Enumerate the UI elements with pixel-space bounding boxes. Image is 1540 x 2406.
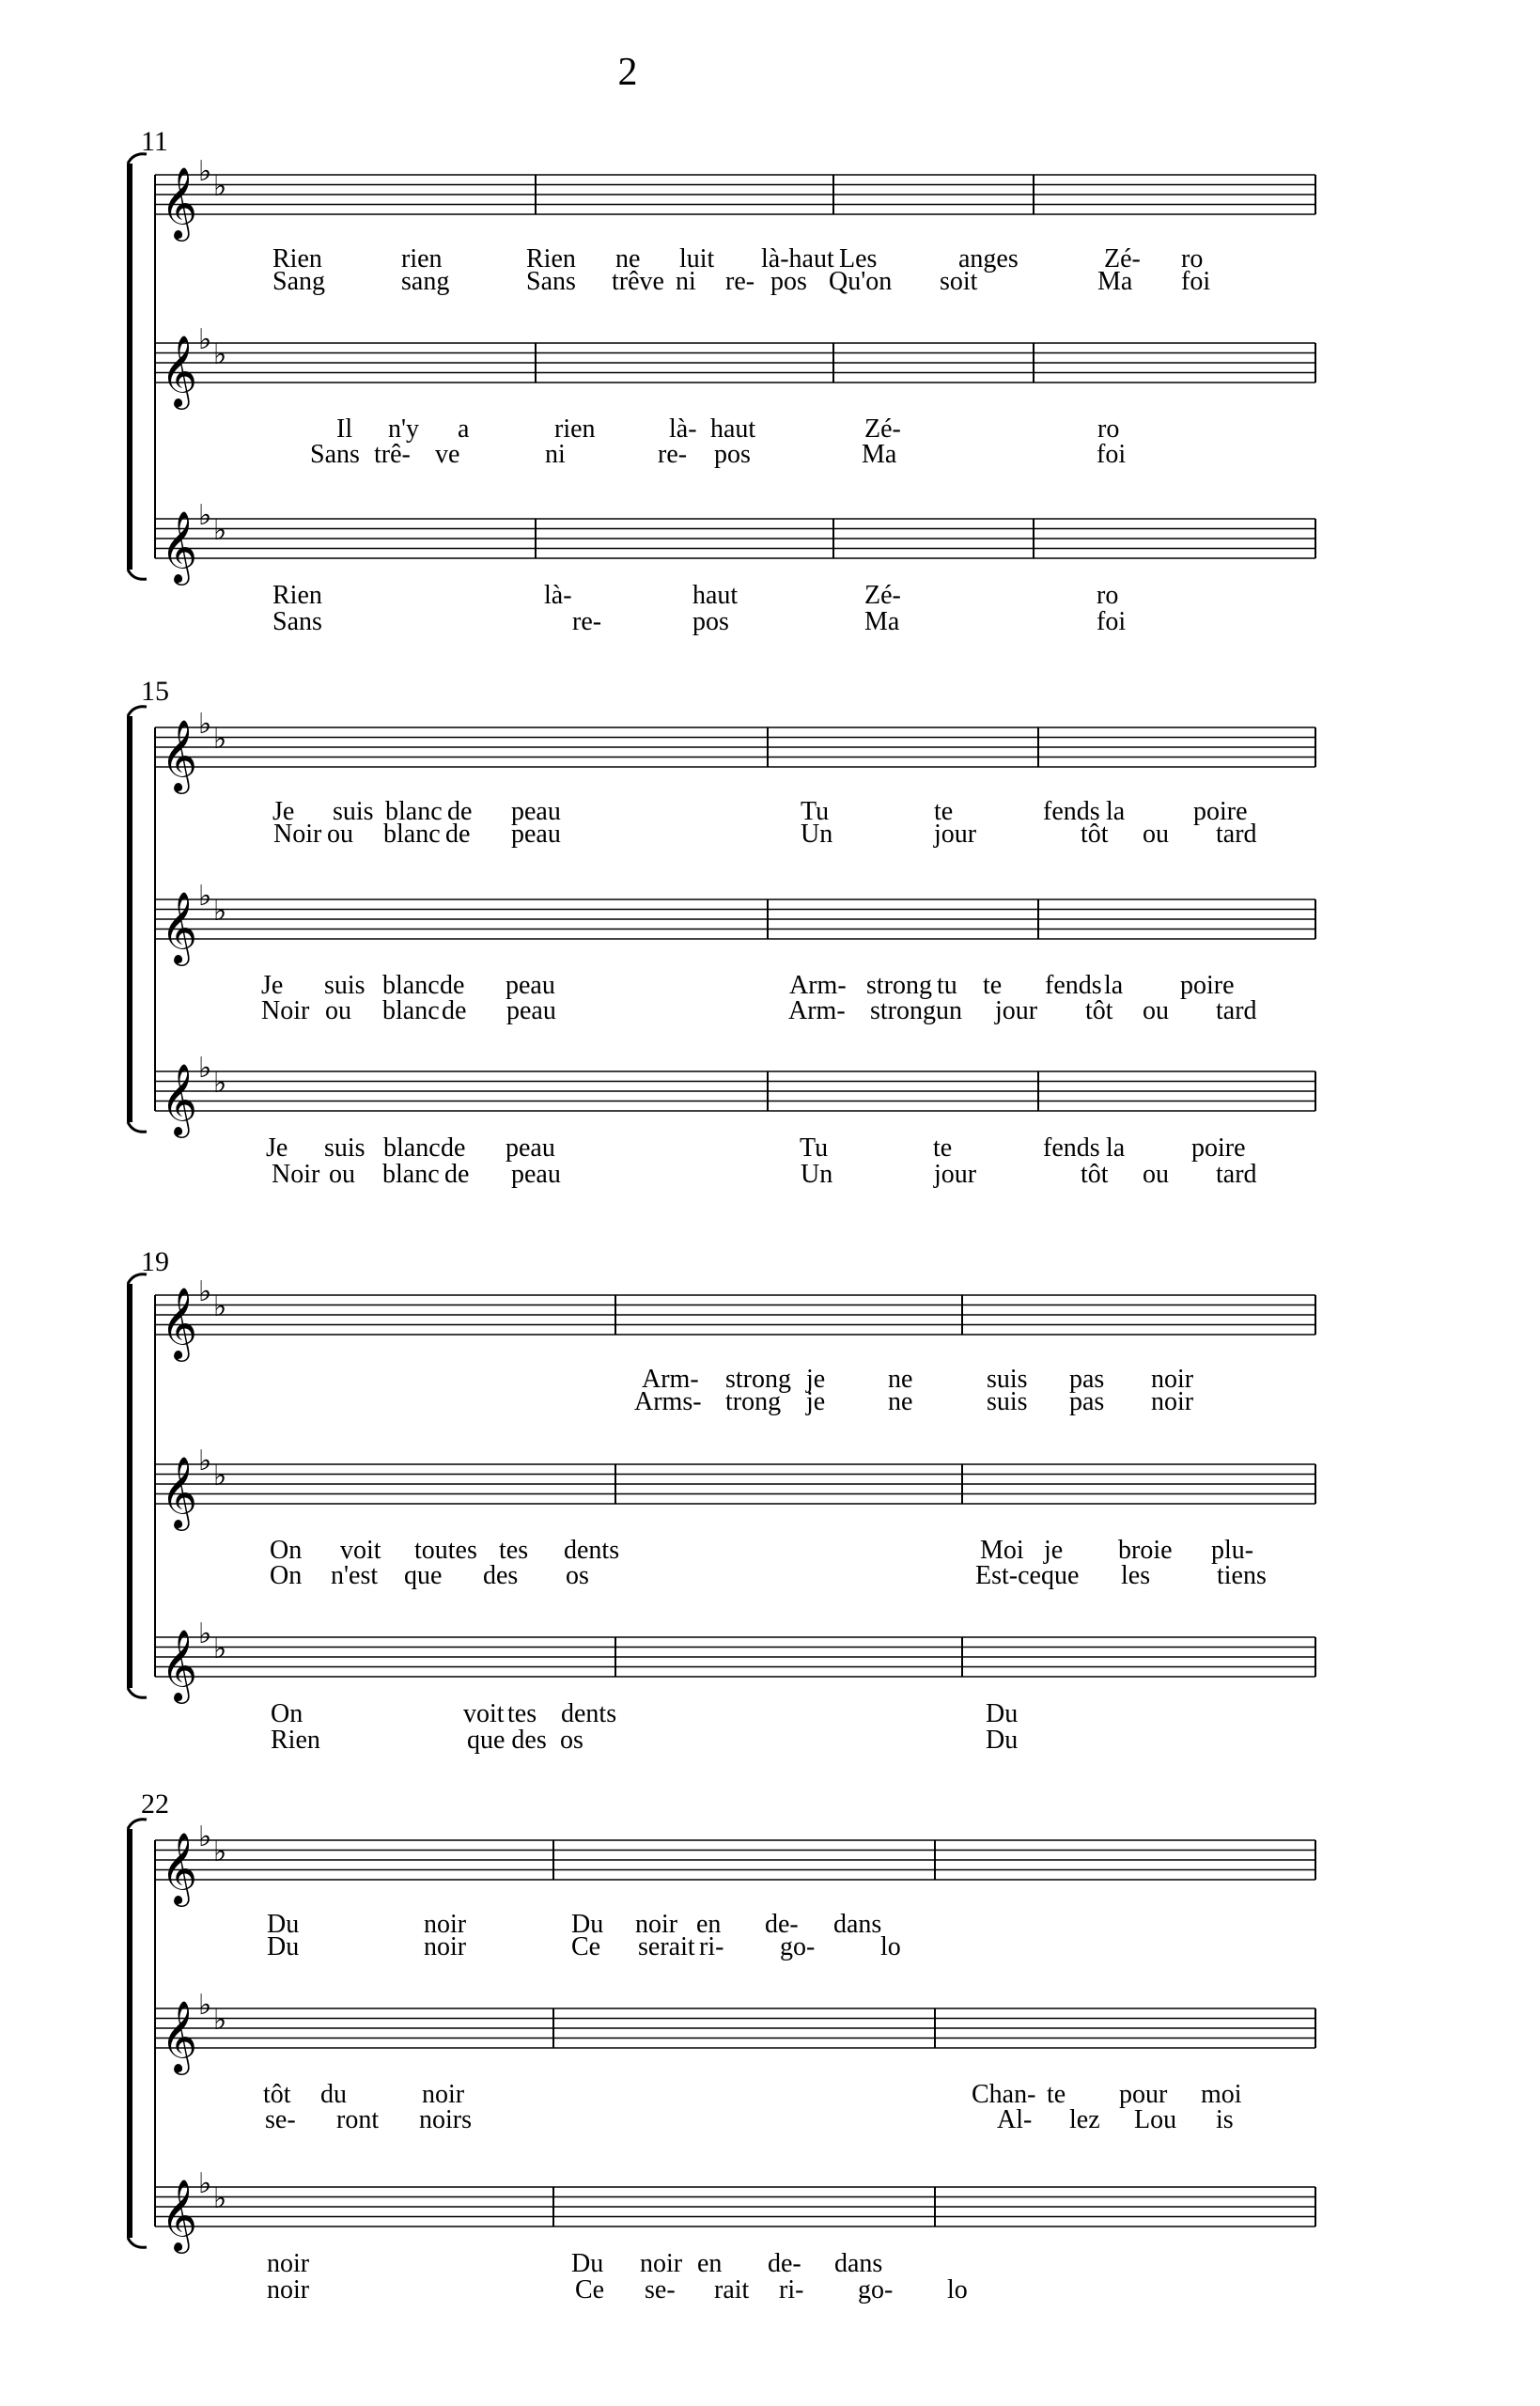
treble-clef-icon: 𝄞 [161, 891, 198, 963]
flat-icon: ♭ [213, 723, 227, 756]
flat-icon: ♭ [198, 155, 212, 188]
lyric-syllable: fends [1045, 971, 1102, 1000]
lyric-syllable: blanc [382, 971, 440, 1000]
lyric-syllable: de [445, 820, 471, 849]
lyric-syllable: go- [858, 2275, 894, 2304]
page-number: 2 [617, 51, 638, 94]
lyric-syllable: ri- [699, 1932, 724, 1961]
lyric-syllable: tard [1216, 996, 1257, 1025]
lyric-syllable: suis [324, 971, 366, 1000]
lyric-syllable: noir [640, 2249, 683, 2278]
lyric-syllable: noir [267, 2249, 310, 2278]
lyric-syllable: pos [692, 607, 729, 636]
treble-clef-icon: 𝄞 [161, 1456, 198, 1528]
lyric-syllable: Ma [862, 440, 897, 469]
lyric-syllable: foi [1097, 440, 1127, 469]
staff-1 [155, 708, 1315, 849]
lyric-syllable: Les [839, 244, 878, 273]
lyric-syllable: là- [669, 414, 697, 444]
lyric-syllable: Arm- [788, 996, 846, 1025]
staff-3 [155, 1617, 1315, 1755]
lyric-syllable: os [566, 1561, 589, 1590]
bracket-hook-bottom [128, 2238, 147, 2247]
lyric-syllable: trê- [374, 440, 411, 469]
lyric-syllable: peau [506, 971, 555, 1000]
flat-icon: ♭ [198, 323, 212, 356]
lyric-syllable: voit [463, 1699, 505, 1728]
lyric-syllable: Tu [800, 1133, 829, 1163]
lyric-syllable: peau [511, 820, 561, 849]
system-3 [128, 1246, 1315, 1755]
staff-2 [155, 1445, 1315, 1590]
treble-clef-icon: 𝄞 [161, 335, 198, 407]
lyric-syllable: Zé- [864, 581, 901, 610]
lyric-syllable: Noir [272, 1160, 320, 1189]
flat-icon: ♭ [213, 514, 227, 547]
lyric-syllable: pas [1069, 1387, 1105, 1416]
lyric-syllable: te [1047, 2080, 1066, 2109]
lyric-syllable: noir [267, 2275, 310, 2304]
lyric-syllable: poire [1180, 971, 1235, 1000]
measure-number: 19 [141, 1246, 169, 1277]
lyric-syllable: jour [934, 820, 977, 849]
lyric-syllable: re- [725, 267, 755, 296]
lyric-syllable: ve [435, 440, 460, 469]
lyric-syllable: ront [336, 2105, 380, 2134]
lyric-syllable: Sans [272, 607, 322, 636]
lyric-syllable: Zé- [864, 414, 901, 444]
lyric-syllable: que [1041, 1561, 1080, 1590]
lyric-syllable: a [458, 414, 470, 444]
staff-2 [155, 880, 1315, 1025]
lyric-syllable: tu [937, 971, 957, 1000]
lyric-syllable: serait [638, 1932, 695, 1961]
system-2 [128, 676, 1315, 1189]
flat-icon: ♭ [213, 2182, 227, 2215]
lyric-syllable: Chan- [972, 2080, 1036, 2109]
lyric-syllable: de [447, 797, 473, 826]
system-4 [128, 1789, 1315, 2304]
lyric-syllable: poire [1191, 1133, 1246, 1163]
bracket-hook-top [128, 707, 147, 716]
lyric-syllable: Du [571, 1910, 604, 1939]
treble-clef-icon: 𝄞 [161, 1063, 198, 1135]
lyric-syllable: ne [888, 1365, 913, 1394]
measure-number: 22 [141, 1789, 169, 1820]
lyric-syllable: re- [658, 440, 688, 469]
lyric-syllable: du [320, 2080, 347, 2109]
lyric-syllable: strong [725, 1365, 791, 1394]
lyric-syllable: tôt [263, 2080, 291, 2109]
lyric-syllable: en [697, 2249, 723, 2278]
lyric-syllable: tes [507, 1699, 537, 1728]
lyric-syllable: Un [801, 820, 833, 849]
lyric-syllable: de- [765, 1910, 799, 1939]
lyric-syllable: tôt [1081, 820, 1109, 849]
lyric-syllable: Ma [864, 607, 900, 636]
lyric-syllable: noir [635, 1910, 678, 1939]
lyric-syllable: go- [780, 1932, 816, 1961]
lyric-syllable: foi [1097, 607, 1127, 636]
treble-clef-icon: 𝄞 [161, 2179, 198, 2251]
lyric-syllable: Rien [271, 1726, 320, 1755]
treble-clef-icon: 𝄞 [161, 1287, 198, 1359]
lyric-syllable: poire [1193, 797, 1248, 826]
lyric-syllable: lo [880, 1932, 901, 1961]
lyric-syllable: Rien [272, 581, 322, 610]
lyric-syllable: tard [1216, 1160, 1257, 1189]
lyric-syllable: luit [679, 244, 715, 273]
lyric-syllable: un [936, 996, 962, 1025]
lyric-syllable: ni [545, 440, 566, 469]
treble-clef-icon: 𝄞 [161, 719, 198, 791]
lyric-syllable: se- [645, 2275, 676, 2304]
flat-icon: ♭ [198, 1617, 212, 1650]
lyric-syllable: Il [336, 414, 353, 444]
lyric-syllable: ro [1181, 244, 1204, 273]
lyric-syllable: lez [1069, 2105, 1100, 2134]
treble-clef-icon: 𝄞 [161, 1832, 198, 1904]
flat-icon: ♭ [213, 170, 227, 203]
lyric-syllable: Je [272, 797, 295, 826]
lyric-syllable: te [983, 971, 1003, 1000]
lyric-syllable: suis [987, 1387, 1028, 1416]
lyric-syllable: je [806, 1387, 826, 1416]
lyric-syllable: ro [1097, 414, 1120, 444]
lyric-syllable: pour [1119, 2080, 1168, 2109]
lyric-syllable: broie [1118, 1536, 1173, 1565]
lyric-syllable: noir [424, 1910, 467, 1939]
lyric-syllable: Du [986, 1726, 1019, 1755]
lyric-syllable: là-haut [761, 244, 834, 273]
lyric-syllable: blanc [385, 797, 443, 826]
lyric-syllable: os [560, 1726, 583, 1755]
lyric-syllable: On [270, 1536, 303, 1565]
bracket-hook-bottom [128, 570, 147, 579]
lyric-syllable: je [1044, 1536, 1064, 1565]
lyric-syllable: peau [506, 1133, 555, 1163]
lyric-syllable: toutes [414, 1536, 477, 1565]
lyric-syllable: de [444, 1160, 470, 1189]
system-1 [128, 126, 1315, 636]
lyric-syllable: rien [401, 244, 443, 273]
lyric-syllable: la [1106, 797, 1126, 826]
lyric-syllable: suis [333, 797, 374, 826]
lyric-syllable: noir [1151, 1387, 1194, 1416]
measure-number: 11 [141, 126, 168, 157]
flat-icon: ♭ [213, 1633, 227, 1665]
lyric-syllable: tard [1216, 820, 1257, 849]
lyric-syllable: de [442, 996, 467, 1025]
lyric-syllable: les [1121, 1561, 1151, 1590]
lyric-syllable: peau [506, 996, 556, 1025]
flat-icon: ♭ [213, 338, 227, 371]
lyric-syllable: Sang [272, 267, 325, 296]
lyric-syllable: is [1216, 2105, 1234, 2134]
lyric-syllable: se- [265, 2105, 296, 2134]
bracket-hook-bottom [128, 1688, 147, 1697]
flat-icon: ♭ [213, 895, 227, 928]
flat-icon: ♭ [198, 2167, 212, 2200]
treble-clef-icon: 𝄞 [161, 2000, 198, 2072]
lyric-syllable: Zé- [1104, 244, 1141, 273]
treble-clef-icon: 𝄞 [161, 1629, 198, 1701]
lyric-syllable: plu- [1211, 1536, 1254, 1565]
lyric-syllable: tiens [1217, 1561, 1267, 1590]
staff-1 [155, 1820, 1315, 1961]
lyric-syllable: lo [947, 2275, 968, 2304]
lyric-syllable: suis [987, 1365, 1028, 1394]
lyric-syllable: ni [676, 267, 696, 296]
lyric-syllable: la [1104, 971, 1124, 1000]
lyric-syllable: noir [422, 2080, 465, 2109]
lyric-syllable: ou [327, 820, 353, 849]
lyric-syllable: de- [768, 2249, 801, 2278]
lyric-syllable: haut [710, 414, 756, 444]
lyric-syllable: Du [267, 1932, 300, 1961]
lyric-syllable: blanc [383, 820, 441, 849]
lyric-syllable: tes [499, 1536, 529, 1565]
lyric-syllable: haut [692, 581, 739, 610]
lyric-syllable: tôt [1085, 996, 1113, 1025]
staff-1 [155, 1275, 1315, 1416]
lyric-syllable: ro [1097, 581, 1119, 610]
lyric-syllable: dans [833, 1910, 882, 1939]
lyric-syllable: Ma [1097, 267, 1133, 296]
staff-3 [155, 1052, 1315, 1189]
lyric-syllable: Du [986, 1699, 1019, 1728]
lyric-syllable: Sans [526, 267, 576, 296]
lyric-syllable: là- [544, 581, 572, 610]
lyric-syllable: ou [1143, 820, 1169, 849]
treble-clef-icon: 𝄞 [161, 166, 198, 239]
measure-number: 15 [141, 676, 169, 707]
bracket-hook-top [128, 1820, 147, 1829]
lyric-syllable: pos [770, 267, 807, 296]
treble-clef-icon: 𝄞 [161, 510, 198, 583]
lyric-syllable: ou [1143, 996, 1169, 1025]
lyric-syllable: Rien [272, 244, 322, 273]
lyric-syllable: moi [1201, 2080, 1242, 2109]
lyric-syllable: Ce [571, 1932, 601, 1961]
lyric-syllable: peau [511, 797, 561, 826]
lyric-syllable: de [440, 971, 465, 1000]
lyric-syllable: noir [424, 1932, 467, 1961]
lyric-syllable: Noir [261, 996, 310, 1025]
lyric-syllable: anges [958, 244, 1019, 273]
flat-icon: ♭ [198, 1052, 212, 1085]
flat-icon: ♭ [198, 880, 212, 913]
lyric-syllable: Arm- [789, 971, 847, 1000]
lyric-syllable: trêve [612, 267, 664, 296]
lyric-syllable: rien [554, 414, 596, 444]
lyric-syllable: de [441, 1133, 466, 1163]
lyric-syllable: Rien [526, 244, 576, 273]
lyric-syllable: dents [564, 1536, 620, 1565]
lyric-syllable: Arms- [634, 1387, 702, 1416]
bracket-hook-bottom [128, 1122, 147, 1132]
lyric-syllable: fends [1043, 797, 1100, 826]
flat-icon: ♭ [198, 1989, 212, 2022]
lyric-syllable: jour [995, 996, 1038, 1025]
lyric-syllable: soit [940, 267, 978, 296]
lyric-syllable: Arm- [642, 1365, 699, 1394]
lyric-syllable: noirs [419, 2105, 472, 2134]
flat-icon: ♭ [198, 1820, 212, 1853]
flat-icon: ♭ [198, 1445, 212, 1477]
lyric-syllable: Un [801, 1160, 833, 1189]
lyric-syllable: foi [1181, 267, 1211, 296]
lyric-syllable: pos [714, 440, 751, 469]
flat-icon: ♭ [213, 2004, 227, 2037]
lyric-syllable: te [934, 797, 954, 826]
lyric-syllable: n'est [331, 1561, 379, 1590]
lyric-syllable: fends [1043, 1133, 1100, 1163]
flat-icon: ♭ [213, 1460, 227, 1492]
lyric-syllable: Qu'on [829, 267, 893, 296]
lyric-syllable: que des [467, 1726, 547, 1755]
lyric-syllable: strong [866, 971, 932, 1000]
flat-icon: ♭ [198, 499, 212, 532]
lyric-syllable: blanc [382, 1160, 440, 1189]
staff-3 [155, 2167, 1315, 2304]
lyric-syllable: ou [1143, 1160, 1169, 1189]
lyric-syllable: des [483, 1561, 519, 1590]
lyric-syllable: ne [888, 1387, 913, 1416]
lyric-syllable: suis [324, 1133, 366, 1163]
lyric-syllable: en [696, 1910, 722, 1939]
lyric-syllable: ou [325, 996, 351, 1025]
staff-2 [155, 323, 1315, 469]
lyric-syllable: n'y [388, 414, 420, 444]
lyric-syllable: trong [725, 1387, 782, 1416]
staff-1 [155, 155, 1315, 296]
lyric-syllable: dents [561, 1699, 617, 1728]
lyric-syllable: Noir [273, 820, 322, 849]
lyric-syllable: jour [934, 1160, 977, 1189]
lyric-syllable: que [404, 1561, 443, 1590]
lyric-syllable: On [270, 1561, 303, 1590]
lyric-syllable: Lou [1134, 2105, 1177, 2134]
lyric-syllable: re- [572, 607, 602, 636]
flat-icon: ♭ [198, 708, 212, 741]
flat-icon: ♭ [213, 1067, 227, 1100]
lyric-syllable: ne [615, 244, 641, 273]
lyric-syllable: voit [340, 1536, 381, 1565]
lyric-syllable: Est-ce [975, 1561, 1041, 1590]
lyric-syllable: Ce [575, 2275, 605, 2304]
lyric-syllable: On [271, 1699, 303, 1728]
lyric-syllable: Sans [310, 440, 360, 469]
flat-icon: ♭ [213, 1836, 227, 1868]
lyric-syllable: je [806, 1365, 826, 1394]
lyric-syllable: Al- [997, 2105, 1033, 2134]
lyric-syllable: Moi [980, 1536, 1024, 1565]
lyric-syllable: blanc [382, 996, 440, 1025]
lyric-syllable: peau [511, 1160, 561, 1189]
lyric-syllable: noir [1151, 1365, 1194, 1394]
staff-2 [155, 1989, 1315, 2134]
flat-icon: ♭ [198, 1275, 212, 1308]
lyric-syllable: rait [714, 2275, 750, 2304]
lyric-syllable: dans [834, 2249, 883, 2278]
flat-icon: ♭ [213, 1290, 227, 1323]
lyric-syllable: strong [870, 996, 936, 1025]
lyric-syllable: Je [261, 971, 284, 1000]
lyric-syllable: ri- [779, 2275, 804, 2304]
lyric-syllable: la [1106, 1133, 1126, 1163]
lyric-syllable: blanc [383, 1133, 441, 1163]
lyric-syllable: Du [267, 1910, 300, 1939]
lyric-syllable: tôt [1081, 1160, 1109, 1189]
lyric-syllable: pas [1069, 1365, 1105, 1394]
lyric-syllable: sang [401, 267, 450, 296]
lyric-syllable: Du [571, 2249, 604, 2278]
lyric-syllable: te [933, 1133, 953, 1163]
lyric-syllable: Tu [801, 797, 830, 826]
lyric-syllable: ou [329, 1160, 355, 1189]
lyric-syllable: Je [266, 1133, 288, 1163]
staff-3 [155, 499, 1315, 636]
